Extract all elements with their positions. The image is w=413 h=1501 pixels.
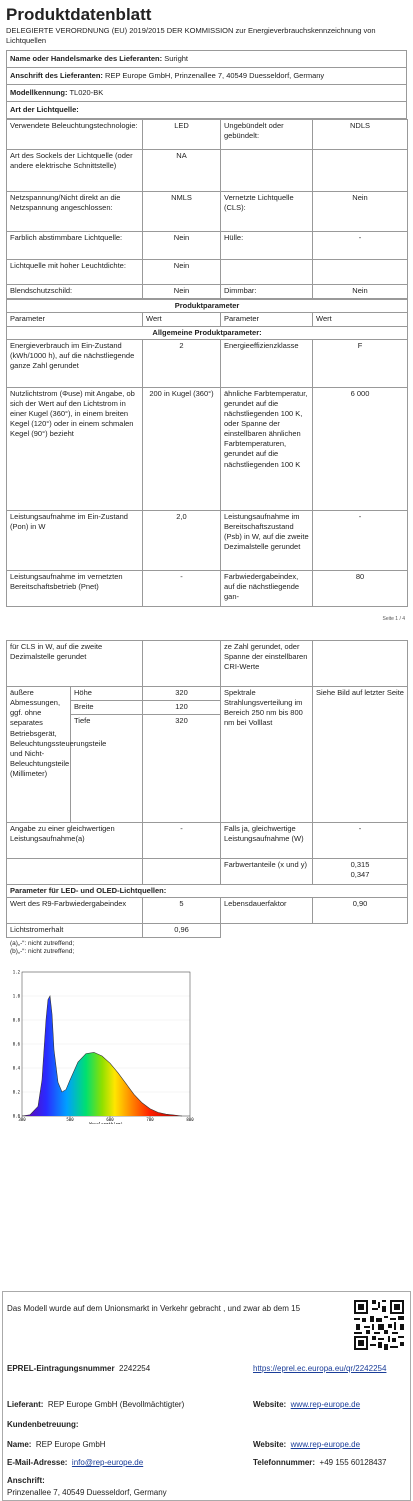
brand-label: Name oder Handelsmarke des Lieferanten: bbox=[10, 54, 163, 64]
equiv-value: - bbox=[143, 823, 221, 859]
y-tick-label: 0.6 bbox=[12, 1040, 20, 1046]
ls-value: Nein bbox=[313, 192, 408, 232]
regulation-text: DELEGIERTE VERORDNUNG (EU) 2019/2015 DER KOMMISSION zur Energieverbrauchskennzeichnung von Lichtquellen bbox=[6, 26, 376, 46]
contact-address-label: Anschrift: bbox=[7, 1476, 45, 1485]
eprel-label: EPREL-Eintragungsnummer bbox=[7, 1364, 115, 1373]
led-title: Parameter für LED- und OLED-Lichtquellen: bbox=[7, 885, 408, 898]
spectrum-chart bbox=[4, 966, 200, 1124]
ls-value: Nein bbox=[143, 260, 221, 285]
eprel-link[interactable]: https://eprel.ec.europa.eu/qr/2242254 bbox=[253, 1364, 387, 1373]
param-label: Nutzlichtstrom (Φuse) mit Angabe, ob sich der Wert auf den Lichtstrom in einer Kugel (360°), in einem breiten Kegel (120°) oder in einem schmalen Kegel (90°) bezieht bbox=[7, 387, 143, 510]
r9-value: 5 bbox=[143, 898, 221, 924]
ls-label: Ungebündelt oder gebündelt: bbox=[221, 120, 313, 150]
x-tick-label: 600 bbox=[106, 1116, 114, 1122]
params-table-cont bbox=[6, 640, 408, 938]
market-text: Das Modell wurde auf dem Unionsmarkt in Verkehr gebracht , und zwar ab dem 15 bbox=[7, 1304, 301, 1313]
page-footer: Seite 1 / 4 bbox=[382, 616, 405, 622]
type-label: Art der Lichtquelle: bbox=[7, 102, 407, 119]
website2-label: Website: bbox=[253, 1440, 287, 1449]
param-value: - bbox=[313, 510, 408, 570]
model-label: Modellkennung: bbox=[10, 88, 68, 98]
dim-value: 320 bbox=[143, 687, 221, 701]
datasheet-page-3 bbox=[0, 1285, 413, 1500]
page-title: Produktdatenblatt bbox=[6, 5, 152, 24]
params-table bbox=[6, 299, 408, 606]
spectral-label: Spektrale Strahlungsverteilung im Bereich 250 nm bis 800 nm bei Volllast bbox=[221, 687, 313, 823]
life-value: 0,90 bbox=[313, 898, 408, 924]
ls-value: NDLS bbox=[313, 120, 408, 150]
chroma-label: Farbwertanteile (x und y) bbox=[221, 859, 313, 885]
col-param: Parameter bbox=[7, 313, 143, 326]
brand-value: Suright bbox=[164, 54, 188, 64]
ls-label bbox=[221, 150, 313, 192]
param-label: Leistungsaufnahme im Ein-Zustand (Pon) in W bbox=[7, 510, 143, 570]
phone-value: +49 155 60128437 bbox=[319, 1458, 387, 1467]
param-value: 2 bbox=[143, 339, 221, 387]
equiv2-value: - bbox=[313, 823, 408, 859]
param-value: F bbox=[313, 339, 408, 387]
qr-code-icon[interactable] bbox=[354, 1300, 404, 1350]
ls-value: Nein bbox=[143, 285, 221, 299]
footnote-b: (b)„-“: nicht zutreffend; bbox=[10, 947, 75, 955]
supplier-label: Lieferant: bbox=[7, 1400, 44, 1409]
param-value: 80 bbox=[313, 570, 408, 606]
param-label: Energieeffizienzklasse bbox=[221, 339, 313, 387]
x-tick-label: 700 bbox=[146, 1116, 154, 1122]
spectrum-svg bbox=[4, 966, 200, 1124]
ls-label: Dimmbar: bbox=[221, 285, 313, 299]
model-value: TL020-BK bbox=[69, 88, 104, 98]
dim-name: Höhe bbox=[71, 687, 143, 701]
address-value: REP Europe GmbH, Prinzenallee 7, 40549 Duesseldorf, Germany bbox=[105, 71, 325, 81]
dim-name: Breite bbox=[71, 701, 143, 715]
ls-label: Verwendete Beleuchtungstechnologie: bbox=[7, 120, 143, 150]
param-label: Energieverbrauch im Ein-Zustand (kWh/1000 h), auf die nächstliegende ganze Zahl gerundet bbox=[7, 339, 143, 387]
ls-value: NA bbox=[143, 150, 221, 192]
col-value: Wert bbox=[143, 313, 221, 326]
eprel-value: 2242254 bbox=[119, 1364, 151, 1373]
x-axis-label: Wavelength(nm) bbox=[89, 1121, 123, 1124]
param-label: Farbwiedergabeindex, auf die nächstliegende gan- bbox=[221, 570, 313, 606]
ls-label: Farblich abstimmbare Lichtquelle: bbox=[7, 232, 143, 260]
chroma-y: 0,347 bbox=[350, 870, 370, 880]
dim-value: 320 bbox=[143, 715, 221, 823]
param-value: 6 000 bbox=[313, 387, 408, 510]
supplier-table bbox=[6, 50, 407, 119]
y-tick-label: 1.0 bbox=[12, 992, 20, 998]
ls-value: Nein bbox=[313, 285, 408, 299]
name-label: Name: bbox=[7, 1440, 32, 1449]
y-tick-label: 0.8 bbox=[12, 1016, 20, 1022]
website2-link[interactable]: www.rep-europe.de bbox=[290, 1440, 361, 1449]
supplier-value: REP Europe GmbH (Bevollmächtigter) bbox=[47, 1400, 185, 1409]
footnote-a: (a)„-“: nicht zutreffend; bbox=[10, 940, 75, 948]
param-label: für CLS in W, auf die zweite Dezimalstelle gerundet bbox=[7, 641, 143, 687]
params-title: Produktparameter bbox=[7, 300, 408, 313]
ls-label: Blendschutzschild: bbox=[7, 285, 143, 299]
name-value: REP Europe GmbH bbox=[35, 1440, 106, 1449]
ls-label: Vernetzte Lichtquelle (CLS): bbox=[221, 192, 313, 232]
param-value: 2,0 bbox=[143, 510, 221, 570]
y-tick-label: 1.2 bbox=[12, 968, 20, 974]
lightsource-table bbox=[6, 119, 408, 299]
param-label: ze Zahl gerundet, oder Spanne der einstellbaren CRI-Werte bbox=[221, 641, 313, 687]
datasheet-page-1 bbox=[0, 0, 413, 630]
dims-label: äußere Abmessungen, ggf. ohne separates Betriebsgerät, Beleuchtungssteuerungsteile und Nicht-Beleuchtungsteile (Millimeter) bbox=[7, 687, 71, 823]
lum-value: 0,96 bbox=[143, 924, 221, 938]
ls-label: Netzspannung/Nicht direkt an die Netzspannung angeschlossen: bbox=[7, 192, 143, 232]
datasheet-page-2 bbox=[0, 640, 413, 1220]
address-label: Anschrift des Lieferanten: bbox=[10, 71, 103, 81]
x-tick-label: 800 bbox=[186, 1116, 194, 1122]
col-value: Wert bbox=[313, 313, 408, 326]
y-tick-label: 0.0 bbox=[12, 1112, 20, 1118]
website-label: Website: bbox=[253, 1400, 287, 1409]
email-link[interactable]: info@rep-europe.de bbox=[71, 1458, 144, 1467]
equiv-label: Angabe zu einer gleichwertigen Leistungsaufnahme(a) bbox=[7, 823, 143, 859]
dim-value: 120 bbox=[143, 701, 221, 715]
general-title: Allgemeine Produktparameter: bbox=[7, 326, 408, 339]
spectral-value: Siehe Bild auf letzter Seite bbox=[313, 687, 408, 823]
email-label: E-Mail-Adresse: bbox=[7, 1458, 68, 1467]
r9-label: Wert des R9-Farbwiedergabeindex bbox=[7, 898, 143, 924]
website-link[interactable]: www.rep-europe.de bbox=[290, 1400, 361, 1409]
phone-label: Telefonnummer: bbox=[253, 1458, 316, 1467]
x-tick-label: 500 bbox=[66, 1116, 74, 1122]
dim-name: Tiefe bbox=[71, 715, 143, 823]
ls-label: Hülle: bbox=[221, 232, 313, 260]
ls-label bbox=[221, 260, 313, 285]
y-tick-label: 0.4 bbox=[12, 1064, 20, 1070]
x-tick-label: 380 bbox=[18, 1116, 26, 1122]
chroma-x: 0,315 bbox=[350, 860, 370, 869]
ls-value: - bbox=[313, 232, 408, 260]
param-value: - bbox=[143, 570, 221, 606]
col-param: Parameter bbox=[221, 313, 313, 326]
ls-value: LED bbox=[143, 120, 221, 150]
contact-address-value: Prinzenallee 7, 40549 Duesseldorf, Germany bbox=[7, 1488, 167, 1497]
ls-value: NMLS bbox=[143, 192, 221, 232]
param-label: ähnliche Farbtemperatur, gerundet auf die nächstliegenden 100 K, oder Spanne der einstellbaren ähnlichen Farbtemperaturen, gerundet auf die nächstliegenden 100 K bbox=[221, 387, 313, 510]
contact-box bbox=[2, 1291, 411, 1501]
equiv2-label: Falls ja, gleichwertige Leistungsaufnahme (W) bbox=[221, 823, 313, 859]
lum-label: Lichtstromerhalt bbox=[7, 924, 143, 938]
ls-label: Art des Sockels der Lichtquelle (oder andere elektrische Schnittstelle) bbox=[7, 150, 143, 192]
param-label: Leistungsaufnahme im vernetzten Bereitschaftsbetrieb (Pnet) bbox=[7, 570, 143, 606]
service-label: Kundenbetreuung: bbox=[7, 1420, 79, 1429]
life-label: Lebensdauerfaktor bbox=[221, 898, 313, 924]
ls-label: Lichtquelle mit hoher Leuchtdichte: bbox=[7, 260, 143, 285]
param-value: 200 in Kugel (360°) bbox=[143, 387, 221, 510]
ls-value bbox=[313, 260, 408, 285]
ls-value bbox=[313, 150, 408, 192]
ls-value: Nein bbox=[143, 232, 221, 260]
param-label: Leistungsaufnahme im Bereitschaftszustand (Psb) in W, auf die zweite Dezimalstelle gerundet bbox=[221, 510, 313, 570]
y-tick-label: 0.2 bbox=[12, 1088, 20, 1094]
